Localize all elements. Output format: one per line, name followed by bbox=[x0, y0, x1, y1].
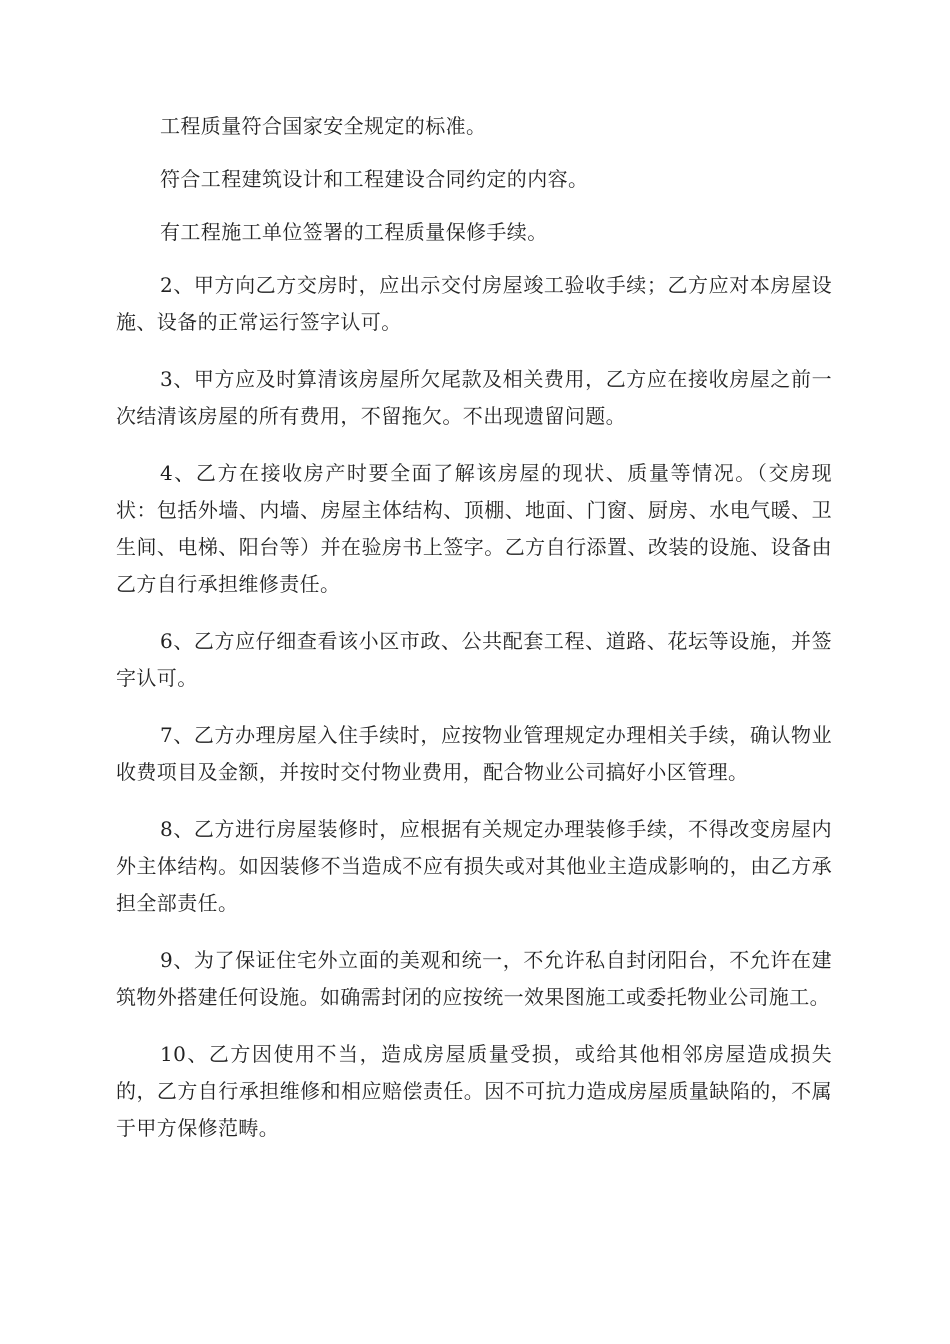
paragraph-clause-6: 6、乙方应仔细查看该小区市政、公共配套工程、道路、花坛等设施，并签字认可。 bbox=[116, 629, 832, 690]
paragraph-quality-standard: 工程质量符合国家安全规定的标准。 bbox=[160, 114, 487, 138]
paragraph-clause-10: 10、乙方因使用不当，造成房屋质量受损，或给其他相邻房屋造成损失的，乙方自行承担维修和相应赔偿责任。因不可抗力造成房屋质量缺陷的，不属于甲方保修范畴。 bbox=[116, 1042, 832, 1140]
paragraph-clause-7: 7、乙方办理房屋入住手续时，应按物业管理规定办理相关手续，确认物业收费项目及金额，并按时交付物业费用，配合物业公司搞好小区管理。 bbox=[116, 723, 832, 784]
paragraph-clause-4: 4、乙方在接收房产时要全面了解该房屋的现状、质量等情况。（交房现状：包括外墙、内墙、房屋主体结构、顶棚、地面、门窗、厨房、水电气暖、卫生间、电梯、阳台等）并在验房书上签字。乙方自行添置、改装的设施、设备由乙方自行承担维修责任。 bbox=[116, 461, 832, 596]
paragraph-clause-9: 9、为了保证住宅外立面的美观和统一，不允许私自封闭阳台，不允许在建筑物外搭建任何设施。如确需封闭的应按统一效果图施工或委托物业公司施工。 bbox=[116, 948, 832, 1009]
paragraph-clause-2: 2、甲方向乙方交房时，应出示交付房屋竣工验收手续；乙方应对本房屋设施、设备的正常运行签字认可。 bbox=[116, 273, 832, 334]
paragraph-design-compliance: 符合工程建筑设计和工程建设合同约定的内容。 bbox=[160, 167, 589, 191]
document-body bbox=[116, 108, 832, 1167]
paragraph-warranty-procedure: 有工程施工单位签署的工程质量保修手续。 bbox=[160, 220, 548, 244]
paragraph-clause-8: 8、乙方进行房屋装修时，应根据有关规定办理装修手续，不得改变房屋内外主体结构。如因装修不当造成不应有损失或对其他业主造成影响的，由乙方承担全部责任。 bbox=[116, 817, 832, 915]
paragraph-clause-3: 3、甲方应及时算清该房屋所欠尾款及相关费用，乙方应在接收房屋之前一次结清该房屋的所有费用，不留拖欠。不出现遗留问题。 bbox=[116, 367, 832, 428]
